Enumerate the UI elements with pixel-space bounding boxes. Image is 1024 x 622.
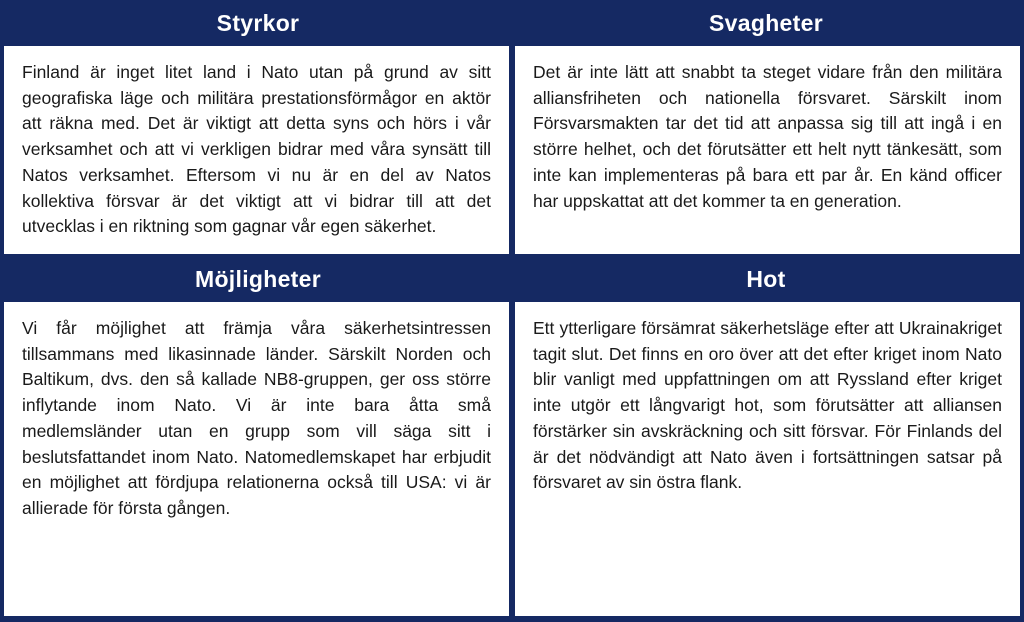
swot-bottom-body-row — [4, 302, 1020, 616]
strengths-text: Finland är inget litet land i Nato utan på grund av sitt geografiska läge och militära prestationsförmågor en aktör att räkna med. Det är viktigt att detta syns och hörs i vår verksamhet och att vi verkligen bidrar med våra synsätt till Natos verksamhet. Eftersom vi nu är en del av Natos kollektiva försvar är det viktigt att vi bidrar till att det utvecklas i en riktning som gagnar vår egen säkerhet. — [22, 62, 491, 237]
swot-top-header-row — [4, 4, 1020, 46]
threats-title: Hot — [512, 260, 1020, 302]
weaknesses-text: Det är inte lätt att snabbt ta steget vidare från den militära alliansfriheten och nationella försvaret. Särskilt inom Försvarsmakten tar det tid att anpassa sig till att ingå i en större helhet, och det förutsätter ett helt nytt tänkesätt, som inte kan implementeras på bara ett par år. En känd officer har uppskattat att det kommer ta en generation. — [533, 62, 1002, 211]
swot-top-body-row — [4, 46, 1020, 254]
weaknesses-title: Svagheter — [512, 4, 1020, 46]
strengths-cell — [4, 46, 509, 254]
swot-bottom-band — [4, 260, 1020, 616]
threats-cell — [515, 302, 1020, 616]
opportunities-text: Vi får möjlighet att främja våra säkerhetsintressen tillsammans med likasinnade länder. Särskilt Norden och Baltikum, dvs. den så kallade NB8-gruppen, ger oss större inflytande inom Nato. Vi är inte bara åtta små medlemsländer utan en grupp som vill säga sitt i beslutsfattandet inom Nato. Natomedlemskapet har erbjudit en möjlighet att fördjupa relationerna också till USA: vi är allierade för första gången. — [22, 318, 491, 519]
threats-text: Ett ytterligare försämrat säkerhetsläge efter att Ukrainakriget tagit slut. Det finns en oro över att det efter kriget inom Nato blir vanligt med uppfattningen om att Ryssland efter kriget inte utgör ett långvarigt hot, som förutsätter att alliansen förstärker sin avskräckning och sitt försvar. För Finlands del är det nödvändigt att Nato även i fortsättningen satsar på försvaret av sin östra flank. — [533, 318, 1002, 493]
opportunities-title: Möjligheter — [4, 260, 512, 302]
swot-bottom-header-row — [4, 260, 1020, 302]
strengths-title: Styrkor — [4, 4, 512, 46]
swot-top-band — [4, 4, 1020, 254]
weaknesses-cell — [515, 46, 1020, 254]
opportunities-cell — [4, 302, 509, 616]
